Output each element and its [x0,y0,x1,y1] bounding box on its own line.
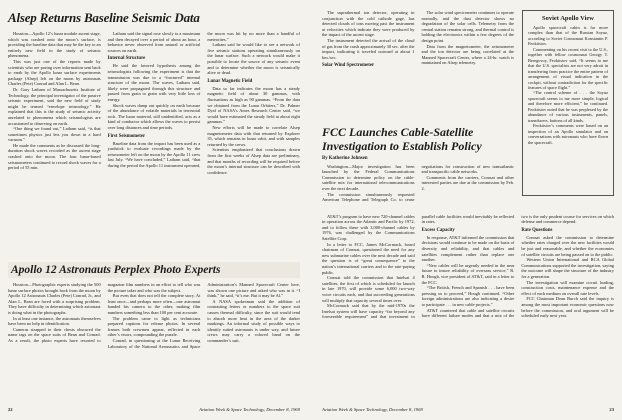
paragraph: He said the favored hypothesis among the seismologists following the experiment is that the transmission was due to a “fractured” internal structure of the moon. The waves, Latham said, likely were propagated through this structure and passed from grain to grain with very little loss of energy. [107,63,201,103]
paragraph: In at least one instance, the astronauts themselves have been no help in identification. [8,315,101,327]
page-footer-right [322,407,614,412]
paragraph: The investigation will examine circuit loading, construction costs, maintenance expense and the effect of each medium on overall rate levels. [521,279,614,296]
paragraph: Cameras strapped to their chests obscured the name tags on the space suits of Bean and Conrad. As a result, the photo experts have resorted to magazine film numbers in an effort to tell who was the picture taker and who was the subject. [8,282,201,343]
paragraph: Shock waves damp out quickly on earth because of the abundance of volatile materials in terrestrial rock. The lunar material, still unidentified, acts as a kind of conductor which allows the waves to persist over long distances and time periods. [107,102,201,130]
paragraph: Baseline data from the impact has been used as a yardstick to evaluate recordings made by the seismometer left on the moon by the Apollo 11 crew last July. “We have concluded,” Latham said, “that during the period the Apollo 11 instrument operated, the moon was hit by no more than a handful of meteorites.” [107,31,300,169]
sidebar-title: Soviet Apollo View [541,15,594,22]
paragraph: Apollo spacecraft cabin is far more complex than that of the Russian Soyuz, according to Soviet Cosmonaut Konstantin P. Feoktistov. [528,25,608,47]
paragraph: Commenting on his recent visit to the U.S., together with fellow cosmonaut Georgy T. Beregovoy, Feoktistov said, “It seems to me that the U.S. specialists are not very adroit in transferring from practice the entire pattern of arrangement of visual indication in the cockpit, without contradiction for the specific features of space flight.” [528,46,608,90]
paragraph: But even that does not tell the complete story. At least once—and perhaps more often—one astronaut handed his camera to the other, making film numbers something less than 100 per cent accurate. [107,293,201,315]
paragraph: Conrad, in questioning at the Lunar Receiving Laboratory of the National Aeronautics and Space Administration’s Manned Spacecraft Center here, was shown one picture and asked who was in it. “I think,” he said, “it’s me. But it may be Al.” [107,282,300,349]
paragraph: Latham said the signal rose slowly to a maximum and then decayed over a period of about an hour, a behavior never observed from natural or artificial sources on earth. [107,31,201,53]
paragraph: A NASA spokesman said the addition of contrasting letters or numbers to the space suit causes thermal difficulty, since the suit would tend to absorb more heat in the area of the darker markings. An informal study of possible ways to identify suited astronauts is under way, and future crews may carry a colored band on the commander’s suit. [207,298,300,343]
paragraph: Latham said he would like to see a network of five seismic stations operating simultaneously on the lunar surface. Such a network would make it possible to locate the source of any seismic event and to determine whether the moon is seismically alive or dead. [207,42,300,76]
article-fcc-body [322,214,614,390]
paragraph: Dr. Gary Latham of Massachusetts Institute of Technology, the principal investigator of the passive seismic experiment, said the new field of study might be termed “envelope seismology.” He explained that this is the study of seismic activity unrelated to phenomena which seismologists are accustomed to observing on earth. [8,86,101,126]
paragraph: “New cables will be urgently needed in the near future to insure reliability of overseas service,” R. R. Hough, vice president of AT&T, said in a letter to the FCC. [421,262,515,285]
subhead: First Seismometer [107,133,146,139]
paragraph: “One thing we found out,” Latham said, “is that sometimes physics just lets you down in a hard vacuum.” [8,126,101,143]
paragraph: Houston—Apollo 12’s lunar module ascent stage, which was crashed onto the moon’s surface, is providing the baseline data that may be the key to an entirely new field in the study of seismic phenomena. [8,31,101,59]
article-alsep-headline: Alsep Returns Baseline Seismic Data [8,10,200,25]
subhead: Solar Wind Spectrometer [322,63,375,69]
article-photo-headline: Apollo 12 Astronauts Perplex Photo Experts [8,262,300,278]
page-footer-left [8,407,300,412]
paragraph: Data from the magnetometer, the seismometer and the ion detector are being correlated at the Manned Spacecraft Center, where a 24-hr. watch is maintained on Alsep telemetry. [421,43,514,66]
article-fcc-intro [322,164,514,210]
page-number-left: 22 [8,407,13,412]
paragraph: “The control scheme of . . . the Soyuz spacecraft seems to me more simple, logical and therefore more efficient,” he continued. Feoktistov noted that he was perplexed by the abundance of various instruments, panels, transducers, buttons of all kinds. [528,90,608,123]
sidebar-body [528,25,608,145]
paragraph: The suprathermal ion detector, operating in conjunction with the cold cathode gage, has detected clouds of ions moving past the instrument at velocities which indicate they were produced by the impact of the ascent stage. [322,10,415,38]
subhead: Rate Questions [521,227,553,233]
paragraph: “The British, French and Spanish . . . have been pressing us to proceed,” Hough continued. “Other foreign administrations are also indicating a desire to participate . . . in new cable projects.” [421,285,515,307]
paragraph: Scientists emphasized that conclusions drawn from the first weeks of Alsep data are preliminary, and that months of recording will be required before the moon’s internal structure can be described with confidence. [207,147,300,175]
alsep-continuation-body [322,10,514,120]
paragraph: New efforts will be made to correlate Alsep magnetometer data with that returned by Explorer 35, which remains in lunar orbit, and with samples returned by the crews. [207,124,300,147]
page-left [8,10,300,412]
paragraph: The instrument detected the arrival of the cloud of gas from the crash approximately 30 sec. after the impact, indicating it traveled outward at about 1 km./sec. [322,37,415,60]
paragraph: Feoktistov’s comments were based on an inspection of an Apollo simulator and on conversations with astronauts who have flown the spacecraft. [528,123,608,145]
page-right [322,10,614,412]
paragraph: Washington—Major investigation has been launched by the Federal Communications Commission to determine policy on the cable-satellite mix for international telecommunications over the next decade. [322,163,415,191]
subhead: Internal Structure [107,56,146,62]
page-number-right: 23 [609,407,614,412]
paragraph: This was just one of the reports made by scientists who are poring over information sent back to earth by the Apollo lunar surface experiments package (Alsep) left on the moon by astronauts Charles (Pete) Conrad and Alan L. Bean. [8,58,101,87]
paragraph: The commission simultaneously requested American Telephone and Telegraph Co. to cease negotiations for construction of new transatlantic and transpacific cable networks. [322,163,514,203]
paragraph: Comsat told the commission that Intelsat 4 satellites, the first of which is scheduled for launch in late 1970, will provide some 6,000 two-way voice circuits each, and that succeeding generations will multiply that capacity several times over. [322,275,415,303]
paragraph: Comments from the carriers, Comsat and other interested parties are due at the commission by Feb. 2. [421,174,514,191]
paragraph: He made the comments as he discussed the long-duration shock waves recorded as the ascent stage crashed onto the moon. The four lunar-based seismometers continued to record shock waves for a period of 55 min. [8,142,101,171]
paragraph: Western Union International and RCA Global Communications supported the investigation, saying the outcome will shape the structure of the industry for a generation. [521,257,614,280]
subhead: Excess Capacity [421,227,455,233]
paragraph: In response, AT&T informed the commission that decisions would continue to be made on the basis of diversity and reliability, and that cables and satellites complement rather than replace one another. [421,234,515,263]
article-alsep-body [8,31,300,255]
paragraph: McCormack said that by the mid-1970s the Intelsat system will have capacity “far beyond any foreseeable requirement” and that investment in parallel cable facilities would inevitably be reflected in rates. [322,213,515,320]
article-photo-body [8,282,300,396]
paragraph: Comsat asked the commission to determine whether rates charged over the new facilities would be just and reasonable, and whether the economies of satellite circuits are being passed on to the public. [521,234,614,257]
paragraph: The problem came to light as technicians prepared captions for release photos. In several frames both crewmen appear, reflected in each other’s visors, compounding the puzzle. [107,315,201,338]
article-fcc-byline: By Katherine Johnsen [322,155,368,161]
magazine-name-left: Aviation Week & Space Technology, December 8, 1969 [199,407,300,412]
magazine-name-right: Aviation Week & Space Technology, December 8, 1969 [322,407,423,412]
paragraph: AT&T countered that cable and satellite circuits have different failure modes and that a mix of the two is the only prudent course for services on which defense and commerce depend. [421,213,614,319]
paragraph: AT&T’s program to have new 720-channel cables in operation across the Atlantic and Pacific by 1972, and to follow these with 3,000-channel cables by 1976, was challenged by the Communications Satellite Corp. [322,213,415,241]
paragraph: Houston—Photographic experts studying the 500 lunar surface photos brought back from the moon by Apollo 12 Astronauts Charles (Pete) Conrad, Jr., and Alan L. Bean are faced with a surprising problem. They have difficulty in determining which astronaut is doing what in the photographs. [8,282,101,315]
subhead: Lunar Magnetic Field [207,78,253,84]
paragraph: FCC Chairman Dean Burch said the inquiry is among the most important economic questions now before the commission, and oral argument will be scheduled early next year. [521,296,614,319]
paragraph: The solar wind spectrometer continues to operate normally, and the dust detector shows no degradation of the solar cells. Telemetry from the central station remains strong, and thermal control is holding the electronics within a few degrees of the design point. [421,10,514,43]
sidebar-soviet-apollo-view [522,10,614,196]
paragraph: In a letter to FCC, James McCormack, board chairman of Comsat, questioned the need for any new submarine cables over the next decade and said the question is of “great consequence” to the nation’s international carriers and to the rate-paying public. [322,241,415,275]
article-fcc-headline-line2: Investigation to Establish Policy [322,138,482,153]
paragraph: Data so far indicates the moon has a steady magnetic field of about 30 gammas, with fluctuations as high as 90 gammas. “From the data we obtained from the Lunar Orbiters,” Dr. Palmer Dyal of NASA’s Ames Research Center said, “we would have estimated the steady field at about eight gammas.” [207,85,300,125]
article-fcc-headline [322,126,514,154]
article-fcc-headline-line1: FCC Launches Cable-Satellite [322,125,474,139]
